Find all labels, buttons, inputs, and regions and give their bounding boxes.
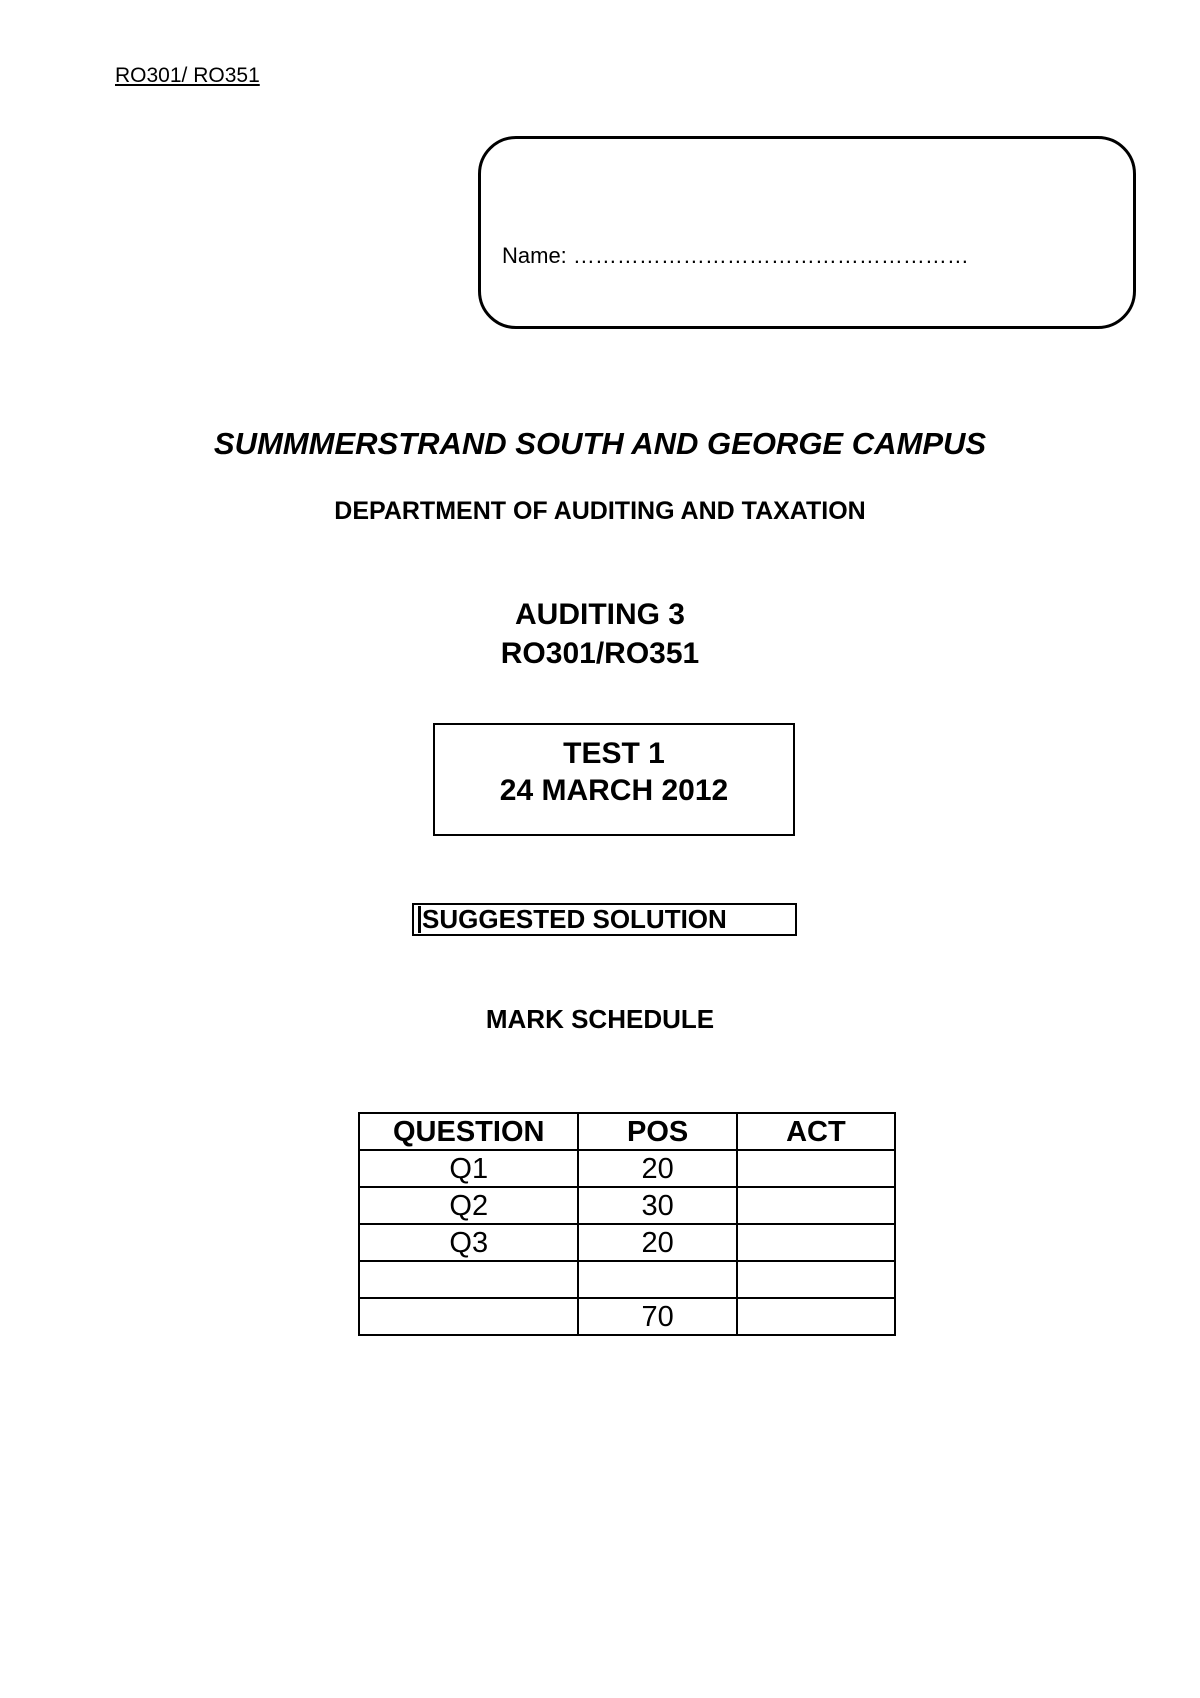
cell-act: [737, 1261, 895, 1298]
cell-pos: 30: [578, 1187, 736, 1224]
campus-title: SUMMMERSTRAND SOUTH AND GEORGE CAMPUS: [213, 426, 987, 461]
suggested-solution-box: [412, 903, 797, 936]
test-box: [433, 723, 795, 836]
table-row: [359, 1187, 895, 1224]
header-act: ACT: [737, 1113, 895, 1150]
header-course-code: RO301/ RO351: [115, 64, 260, 87]
name-box: [478, 136, 1136, 329]
text-cursor: [418, 906, 421, 933]
cell-question: [359, 1298, 578, 1335]
mark-schedule-title: MARK SCHEDULE: [485, 1004, 715, 1034]
cell-pos: [578, 1261, 736, 1298]
cell-act: [737, 1150, 895, 1187]
cell-question: [359, 1261, 578, 1298]
course-title: AUDITING 3: [514, 598, 685, 631]
test-name: TEST 1: [563, 737, 665, 770]
table-row: [359, 1224, 895, 1261]
cell-question: Q2: [359, 1187, 578, 1224]
header-pos: POS: [578, 1113, 736, 1150]
name-field-label: Name: ………………………………………………: [502, 243, 969, 268]
table-total-row: [359, 1298, 895, 1335]
table-row: [359, 1261, 895, 1298]
cell-act: [737, 1224, 895, 1261]
mark-schedule-table: [358, 1112, 896, 1336]
cell-act: [737, 1298, 895, 1335]
cell-pos: 20: [578, 1224, 736, 1261]
header-question: QUESTION: [359, 1113, 578, 1150]
cell-question: Q1: [359, 1150, 578, 1187]
table-header-row: [359, 1113, 895, 1150]
course-code: RO301/RO351: [500, 637, 700, 670]
suggested-solution-label: SUGGESTED SOLUTION: [422, 904, 727, 934]
cell-act: [737, 1187, 895, 1224]
cell-question: Q3: [359, 1224, 578, 1261]
course-block: [0, 595, 1200, 673]
department-title: DEPARTMENT OF AUDITING AND TAXATION: [334, 497, 866, 525]
table-row: [359, 1150, 895, 1187]
test-date: 24 MARCH 2012: [499, 774, 729, 807]
cell-pos: 20: [578, 1150, 736, 1187]
cell-pos-total: 70: [578, 1298, 736, 1335]
